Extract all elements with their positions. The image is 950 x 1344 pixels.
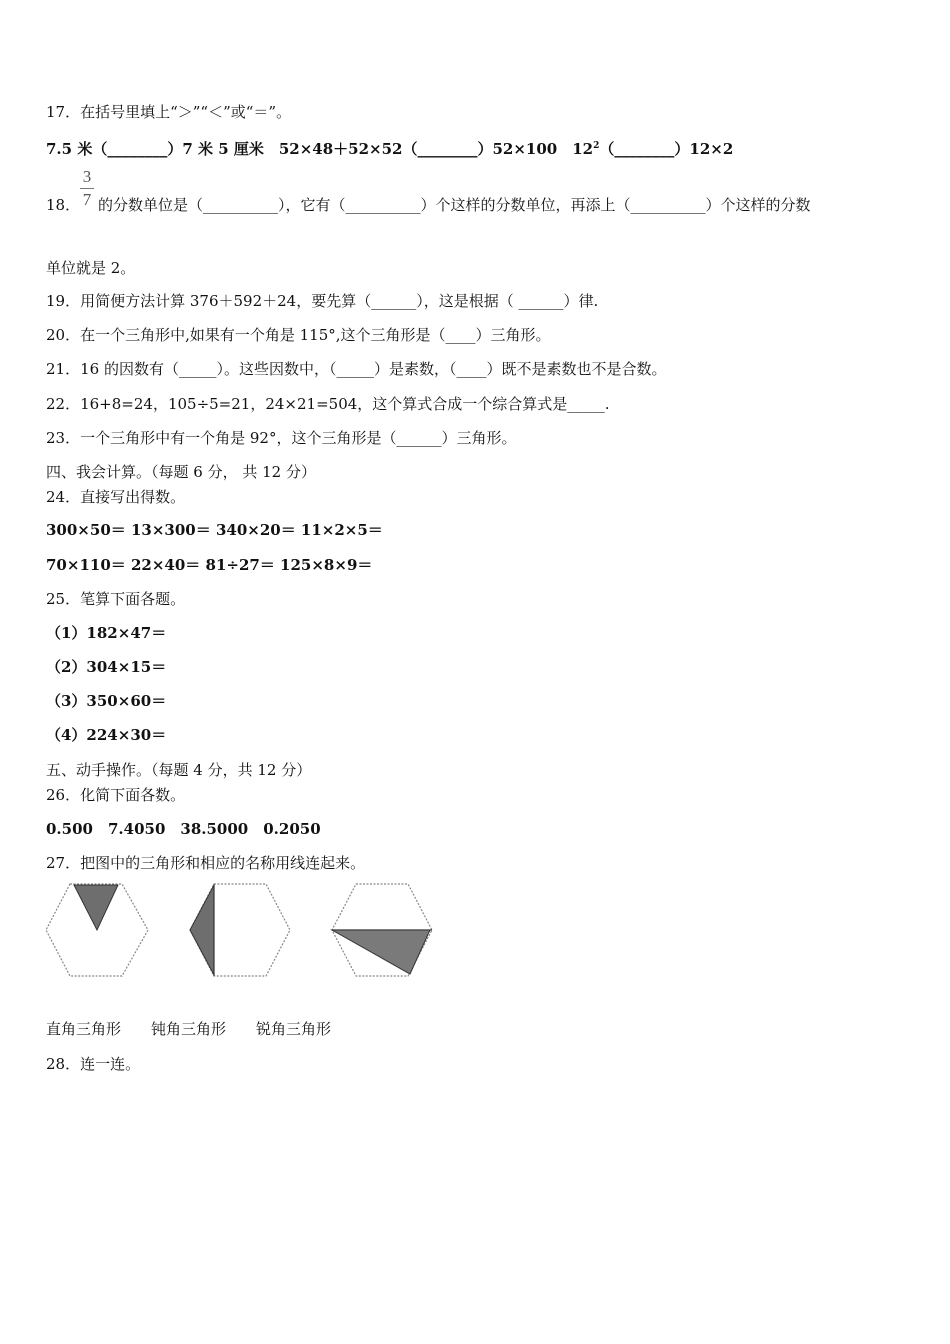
q24-row-2: 70×110＝ 22×40＝ 81÷27＝ 125×8×9＝ (46, 556, 373, 574)
q17-superscript: 2 (593, 141, 600, 151)
q25-title: 25．笔算下面各题。 (46, 590, 186, 608)
fraction-numerator: 3 (82, 167, 92, 186)
q28: 28．连一连。 (46, 1055, 141, 1073)
q23: 23．一个三角形中有一个角是 92°，这个三角形是（______）三角形。 (46, 429, 517, 447)
q18-number: 18． (46, 196, 81, 214)
q27-title: 27．把图中的三角形和相应的名称用线连起来。 (46, 854, 366, 872)
q17-tail: （________）12×2 (599, 140, 734, 158)
section-5-heading: 五、动手操作。（每题 4 分，共 12 分） (46, 761, 312, 779)
hexagon-figures (44, 880, 444, 980)
q19: 19．用简便方法计算 376＋592＋24，要先算（______），这是根据（ ______）律. (46, 292, 599, 310)
hexagon-figure-2 (190, 884, 290, 976)
q17-line: 7.5 米（________）7 米 5 厘米 52×48＋52×52（________）52×100 12 (46, 140, 594, 158)
q21: 21．16 的因数有（_____）。这些因数中，（_____）是素数，（____）既不是素数也不是合数。 (46, 360, 667, 378)
q22: 22．16+8=24，105÷5=21，24×21=504，这个算式合成一个综合算式是_____. (46, 395, 610, 413)
q25-item-3: （3）350×60＝ (46, 692, 167, 710)
q27-triangle-names: 直角三角形 钝角三角形 锐角三角形 (46, 1020, 332, 1038)
q17-title: 17．在括号里填上“＞”“＜”或“＝”。 (46, 103, 292, 121)
fraction-denominator: 7 (82, 190, 92, 209)
q17-comparisons (46, 136, 733, 159)
q26-numbers: 0.500 7.4050 38.5000 0.2050 (46, 820, 321, 838)
hexagon-figure-1 (46, 884, 148, 976)
fraction-bar (80, 188, 94, 189)
q25-item-2: （2）304×15＝ (46, 658, 167, 676)
q18-continuation: 单位就是 2。 (46, 259, 136, 277)
q18-text: 的分数单位是（__________），它有（__________）个这样的分数单位，再添上（__________）个这样的分数 (98, 196, 811, 214)
q26-title: 26．化简下面各数。 (46, 786, 186, 804)
q20: 20．在一个三角形中,如果有一个角是 115°,这个三角形是（____）三角形。 (46, 326, 551, 344)
q25-item-1: （1）182×47＝ (46, 624, 167, 642)
hexagon-figure-3 (332, 884, 432, 976)
q24-title: 24．直接写出得数。 (46, 488, 186, 506)
q24-row-1: 300×50＝ 13×300＝ 340×20＝ 11×2×5＝ (46, 521, 383, 539)
q18-fraction (80, 168, 94, 209)
section-4-heading: 四、我会计算。（每题 6 分， 共 12 分） (46, 463, 316, 481)
q25-item-4: （4）224×30＝ (46, 726, 167, 744)
